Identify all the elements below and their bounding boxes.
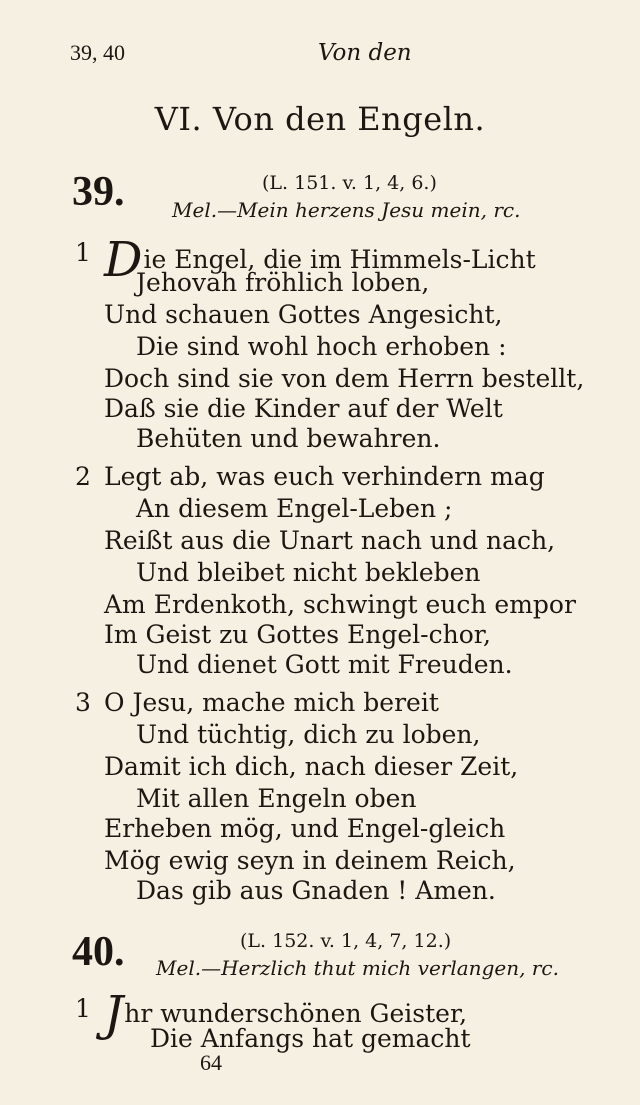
verse-line: Erheben mög, und Engel-gleich (104, 814, 506, 843)
verse-line: Doch sind sie von dem Herrn bestellt, (104, 364, 585, 393)
verse-line: Am Erdenkoth, schwingt euch empor (104, 590, 576, 619)
verse-line: Mit allen Engeln oben (136, 784, 417, 813)
section-heading: VI. Von den Engeln. (154, 100, 486, 138)
drop-cap: J (104, 986, 124, 1042)
verse-number: 2 (75, 462, 91, 491)
verse-line: Mög ewig seyn in deinem Reich, (104, 846, 516, 875)
verse-line: Die sind wohl hoch erhoben : (136, 332, 507, 361)
verse-line: Das gib aus Gnaden ! Amen. (136, 876, 496, 905)
hymn-melody: Mel.—Mein herzens Jesu mein, rc. (172, 198, 521, 222)
verse-line: An diesem Engel-Leben ; (136, 494, 453, 523)
hymn-reference: (L. 151. v. 1, 4, 6.) (262, 172, 437, 194)
verse-line: Damit ich dich, nach dieser Zeit, (104, 752, 519, 781)
verse-line: Legt ab, was euch verhindern mag (104, 462, 545, 491)
verse-line-text: ie Engel, die im Himmels-Licht (143, 245, 536, 274)
verse-line: Jehovah fröhlich loben, (136, 268, 430, 297)
hymn-melody: Mel.—Herzlich thut mich verlangen, rc. (156, 956, 559, 980)
verse-line: Die Anfangs hat gemacht (150, 1024, 471, 1053)
drop-cap: D (104, 232, 143, 288)
running-title: Von den (318, 40, 412, 66)
verse-line: Und tüchtig, dich zu loben, (136, 720, 481, 749)
verse-line: Und bleibet nicht bekleben (136, 558, 481, 587)
verse-line: Reißt aus die Unart nach und nach, (104, 526, 556, 555)
verse-line: Behüten und bewahren. (136, 424, 441, 453)
verse-number: 1 (75, 994, 91, 1023)
hymn-range: 39, 40 (70, 40, 125, 65)
verse-line: Und schauen Gottes Angesicht, (104, 300, 503, 329)
hymn-number: 40. (72, 929, 125, 975)
verse-line: Und dienet Gott mit Freuden. (136, 650, 513, 679)
verse-number: 1 (75, 238, 91, 267)
verse-line: O Jesu, mache mich bereit (104, 688, 439, 717)
verse-number: 3 (75, 688, 91, 717)
verse-line: Daß sie die Kinder auf der Welt (104, 394, 503, 423)
hymn-reference: (L. 152. v. 1, 4, 7, 12.) (240, 930, 452, 952)
hymn-number: 39. (72, 169, 125, 215)
page-number: 64 (200, 1050, 222, 1075)
verse-line: Im Geist zu Gottes Engel-chor, (104, 620, 491, 649)
running-head (70, 40, 580, 74)
verse-line-text: hr wunderschönen Geister, (124, 999, 468, 1028)
